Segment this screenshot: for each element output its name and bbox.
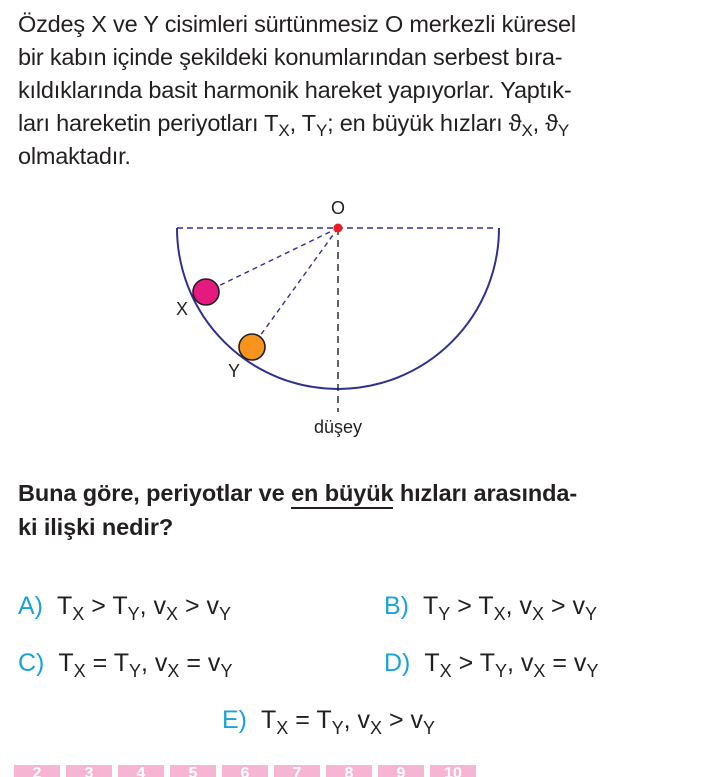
question-line-2: ki ilişki nedir? xyxy=(18,514,174,540)
option-b[interactable] xyxy=(384,592,598,624)
label-x: X xyxy=(175,299,189,319)
page-tab-3[interactable]: 3 xyxy=(66,765,112,777)
page-tab-9[interactable]: 9 xyxy=(378,765,424,777)
page-tab-5[interactable]: 5 xyxy=(170,765,216,777)
label-vertical: düşey xyxy=(313,417,363,437)
option-d-expression: $T_X > T_Y$, $v_X = v_Y$ xyxy=(424,649,599,681)
radius-line-x xyxy=(206,228,338,292)
option-a-expression: $T_X > T_Y$, $v_X > v_Y$ xyxy=(57,592,232,624)
option-d[interactable] xyxy=(384,649,599,681)
option-e-expression: $T_X = T_Y$, $v_X > v_Y$ xyxy=(261,706,436,738)
pivot-point xyxy=(334,224,343,233)
ball-y xyxy=(239,334,265,360)
option-a[interactable] xyxy=(18,592,232,624)
question-line-1: Buna göre, periyotlar ve en büyük hızları arasında- xyxy=(18,476,698,510)
page-tab-10[interactable]: 10 xyxy=(430,765,476,777)
bowl-figure xyxy=(0,190,714,450)
option-c-letter: C) xyxy=(18,649,45,677)
stem-line-3: kıldıklarında basit harmonik hareket yapıyorlar. Yaptık- xyxy=(18,77,572,103)
option-a-letter: A) xyxy=(18,592,43,620)
page-number-strip xyxy=(0,765,714,777)
page-tab-8[interactable]: 8 xyxy=(326,765,372,777)
stem-line-1: Özdeş X ve Y cisimleri sürtünmesiz O merkezli küresel xyxy=(18,11,576,37)
stem-line-5: olmaktadır. xyxy=(18,143,131,169)
option-d-letter: D) xyxy=(384,649,411,677)
option-b-expression: $T_Y > T_X$, $v_X > v_Y$ xyxy=(423,592,598,624)
label-o: O xyxy=(330,198,346,218)
page-tab-4[interactable]: 4 xyxy=(118,765,164,777)
option-e-letter: E) xyxy=(222,706,247,734)
page-tab-2[interactable]: 2 xyxy=(14,765,60,777)
question-prompt xyxy=(18,476,698,544)
page-tab-6[interactable]: 6 xyxy=(222,765,268,777)
option-b-letter: B) xyxy=(384,592,409,620)
option-c-expression: $T_X = T_Y$, $v_X = v_Y$ xyxy=(58,649,233,681)
ball-x xyxy=(193,279,219,305)
question-stem xyxy=(18,8,688,173)
stem-line-2: bir kabın içinde şekildeki konumlarından serbest bıra- xyxy=(18,44,563,70)
radius-line-y xyxy=(252,228,338,347)
page-tab-7[interactable]: 7 xyxy=(274,765,320,777)
underlined-emphasis: en büyük xyxy=(291,480,393,509)
stem-line-4: ları hareketin periyotları $T_X$, $T_Y$; en büyük hızları $ϑ_X$, $ϑ_Y$ xyxy=(18,110,570,140)
option-c[interactable] xyxy=(18,649,233,681)
option-e[interactable] xyxy=(222,706,436,738)
label-y: Y xyxy=(227,361,241,381)
